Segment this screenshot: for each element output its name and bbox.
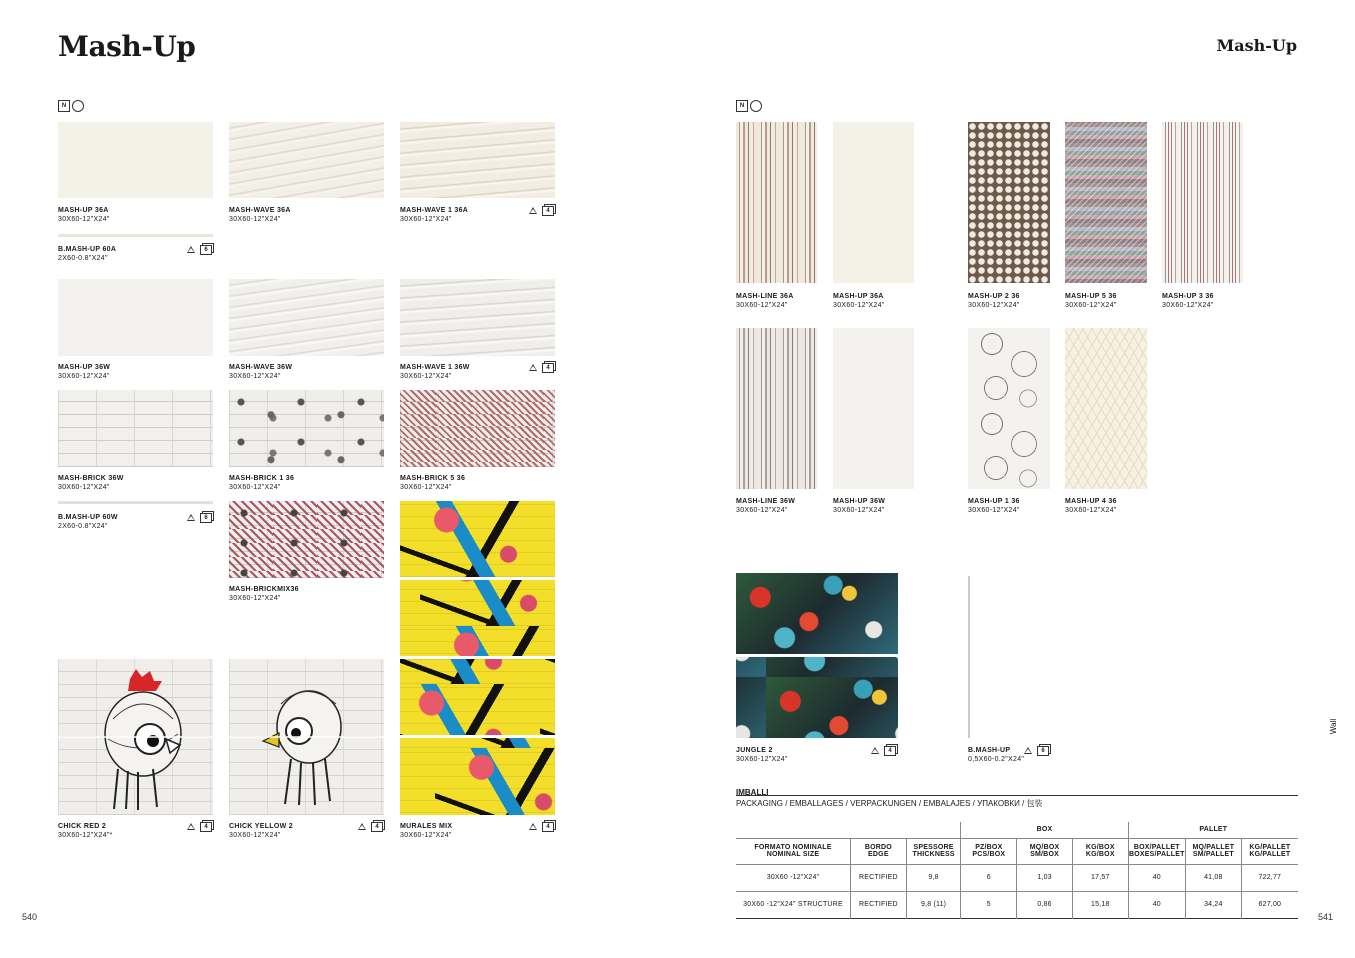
tile-murales-2 (400, 580, 555, 656)
symbol-group-right (736, 100, 760, 112)
box-icon: 6 (1037, 746, 1049, 756)
col-header: PZ/BOX PCS/BOX (961, 838, 1017, 864)
triangle-icon (529, 364, 537, 371)
tile-mash-up-1-36 (968, 328, 1050, 489)
col-header: MQ/BOX SM/BOX (1017, 838, 1073, 864)
product-label: MASH-WAVE 36W 30X60-12"X24" (229, 364, 293, 380)
tile-mash-up-36a (58, 122, 213, 198)
chick-red-illustration (58, 659, 213, 815)
circle-icon (750, 100, 762, 112)
product-label: MASH-UP 5 36 30X60-12"X24" (1065, 293, 1117, 309)
tile-mash-up-4-36 (1065, 328, 1147, 489)
col-header: BOX/PALLET BOXES/PALLET (1128, 838, 1185, 864)
product-label: MURALES MIX 30X60-12"X24" (400, 823, 453, 839)
box-icon: 4 (542, 206, 554, 216)
product-label: CHICK YELLOW 2 30X60-12"X24" (229, 823, 293, 839)
packing-marks (871, 746, 901, 755)
packaging-title: IMBALLI (736, 788, 769, 797)
box-icon: 4 (884, 746, 896, 756)
cell: 9,8 (906, 864, 961, 891)
product-label: JUNGLE 2 30X60-12"X24" (736, 747, 788, 763)
col-header: MQ/PALLET SM/PALLET (1185, 838, 1241, 864)
packing-marks (529, 363, 559, 372)
box-icon: 6 (200, 513, 212, 523)
tile-chick-yellow-2 (229, 659, 384, 815)
product-label: MASH-WAVE 36A 30X60-12"X24" (229, 207, 291, 223)
box-icon: 4 (200, 822, 212, 832)
tile-mash-wave-1-36a (400, 122, 555, 198)
product-label: B.MASH-UP 60A 2X60-0.8"X24" (58, 246, 117, 262)
tile-mash-line-36a (736, 122, 817, 283)
tile-mash-wave-1-36w (400, 279, 555, 356)
triangle-icon (871, 747, 879, 754)
cell: 41,08 (1185, 864, 1241, 891)
tile-chick-red-2 (58, 659, 213, 815)
group-box-header: BOX (961, 822, 1128, 838)
cell: 6 (961, 864, 1017, 891)
tile-murales-4 (400, 738, 555, 815)
page-number-left: 540 (22, 912, 38, 922)
tile-b-mash-up-60w (58, 501, 213, 504)
page-title-right: Mash-Up (1216, 36, 1297, 55)
product-label: MASH-UP 2 36 30X60-12"X24" (968, 293, 1020, 309)
cell: 0,86 (1017, 891, 1073, 918)
cell: 17,57 (1072, 864, 1128, 891)
cell: 722,77 (1258, 874, 1282, 881)
table-row (736, 891, 1298, 918)
tile-mash-wave-36a (229, 122, 384, 198)
product-label: B.MASH-UP 60W 2X60-0.8"X24" (58, 514, 118, 530)
cell: 30X60 -12"X24" (736, 864, 851, 891)
product-label: MASH-BRICK 5 36 30X60-12"X24" (400, 475, 466, 491)
cell: 627,00 (1258, 901, 1282, 908)
triangle-icon (529, 823, 537, 830)
packing-marks (187, 822, 217, 831)
n-icon: N (736, 100, 748, 112)
packaging-subtitle: PACKAGING / EMBALLAGES / VERPACKUNGEN / EMBALAJES / УПАКОВКИ / 包装 (736, 799, 1043, 808)
tile-mash-up-36a-r (833, 122, 914, 283)
col-header: SPESSORE THICKNESS (906, 838, 961, 864)
cell: 30X60 -12"X24" STRUCTURE (736, 891, 851, 918)
product-label: MASH-UP 4 36 30X60-12"X24" (1065, 498, 1117, 514)
product-label: MASH-UP 3 36 30X60-12"X24" (1162, 293, 1214, 309)
tile-mash-brick-5-36 (400, 390, 555, 467)
tile-mash-brick-36w (58, 390, 213, 467)
product-label: MASH-UP 36A 30X60-12"X24" (58, 207, 110, 223)
col-header: BORDO EDGE (851, 838, 907, 864)
tile-b-mash-up (968, 576, 970, 738)
col-header: FORMATO NOMINALE NOMINAL SIZE (736, 838, 851, 864)
page-number-right: 541 (1318, 912, 1334, 922)
tile-mash-wave-36w (229, 279, 384, 356)
packaging-divider (736, 795, 1298, 796)
page-title-left: Mash-Up (58, 30, 196, 63)
tile-jungle-2-top (736, 573, 898, 654)
triangle-icon (529, 207, 537, 214)
product-label: MASH-UP 36W 30X60-12"X24" (833, 498, 886, 514)
product-label: MASH-BRICK 1 36 30X60-12"X24" (229, 475, 295, 491)
cell: RECTIFIED (851, 891, 907, 918)
cell: 40 (1128, 891, 1185, 918)
tile-mash-up-36w-r (833, 328, 914, 489)
tile-murales-3 (400, 659, 555, 735)
product-label: MASH-LINE 36A 30X60-12"X24" (736, 293, 794, 309)
box-icon: 4 (542, 822, 554, 832)
cell: 9,8 (11) (906, 891, 961, 918)
packing-marks (1024, 746, 1054, 755)
cell: 34,24 (1185, 891, 1241, 918)
packing-marks (529, 206, 559, 215)
product-label: MASH-UP 36W 30X60-12"X24" (58, 364, 111, 380)
triangle-icon (187, 514, 195, 521)
cell: RECTIFIED (851, 864, 907, 891)
n-icon: N (58, 100, 70, 112)
product-label: CHICK RED 2 30X60-12"X24"* (58, 823, 113, 839)
col-header: KG/PALLET KG/PALLET (1249, 844, 1291, 858)
product-label: MASH-UP 1 36 30X60-12"X24" (968, 498, 1020, 514)
triangle-icon (187, 246, 195, 253)
chick-yellow-illustration (229, 659, 384, 815)
col-header: KG/BOX KG/BOX (1072, 838, 1128, 864)
packing-marks (358, 822, 388, 831)
tile-mash-up-36w (58, 279, 213, 356)
box-icon: 4 (542, 363, 554, 373)
packing-marks (187, 245, 217, 254)
tile-murales-1 (400, 501, 555, 577)
box-icon: 4 (371, 822, 383, 832)
packing-marks (187, 513, 217, 522)
circle-icon (72, 100, 84, 112)
group-pallet-header: PALLET (1128, 822, 1298, 838)
product-label: MASH-WAVE 1 36W 30X60-12"X24" (400, 364, 470, 380)
tile-mash-up-5-36 (1065, 122, 1147, 283)
product-label: B.MASH-UP 0,5X60-0.2"X24" (968, 747, 1025, 763)
product-label: MASH-LINE 36W 30X60-12"X24" (736, 498, 796, 514)
symbol-group-left (58, 100, 82, 112)
tile-jungle-2-bottom (736, 657, 898, 738)
product-label: MASH-BRICKMIX36 30X60-12"X24" (229, 586, 299, 602)
cell: 1,03 (1017, 864, 1073, 891)
tile-mash-up-3-36 (1162, 122, 1243, 283)
product-label: MASH-WAVE 1 36A 30X60-12"X24" (400, 207, 469, 223)
tile-mash-brick-1-36 (229, 390, 384, 467)
box-icon: 6 (200, 245, 212, 255)
triangle-icon (1024, 747, 1032, 754)
triangle-icon (358, 823, 366, 830)
tile-mash-brickmix36 (229, 501, 384, 578)
tile-mash-up-2-36 (968, 122, 1050, 283)
packaging-table (736, 822, 1298, 919)
cell: 5 (961, 891, 1017, 918)
side-label: Wall (1329, 718, 1339, 735)
cell: 15,18 (1072, 891, 1128, 918)
tile-b-mash-up-60a (58, 234, 213, 237)
packing-marks (529, 822, 559, 831)
cell: 40 (1128, 864, 1185, 891)
product-label: MASH-UP 36A 30X60-12"X24" (833, 293, 885, 309)
product-label: MASH-BRICK 36W 30X60-12"X24" (58, 475, 124, 491)
triangle-icon (187, 823, 195, 830)
tile-mash-line-36w (736, 328, 817, 489)
table-row (736, 864, 1298, 891)
